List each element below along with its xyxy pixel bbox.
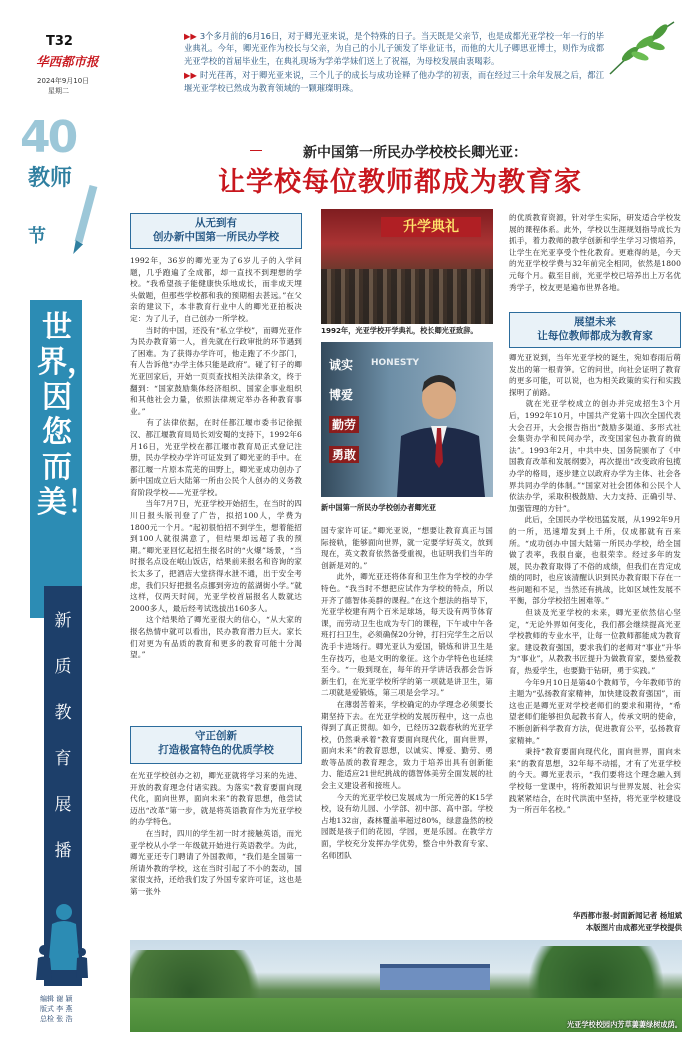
wall-word-honesty-en: HONESTY bbox=[371, 358, 420, 368]
column-1-text-continued: 在光亚学校创办之初，卿光亚就将学习来的先进、开放的教育理念付诸实践。为落实“教育要面向现代化，面向世界，面向未来”的教育思想，他尝试迈出“改革”第一步，就是将英语教育作为光亚学校的办学特色。 在当时，四川的学生初一时才接触英语，而光亚学校从小学一年级就开始进行英语教学。为此，卿光亚还专门聘请了外国教师，“我们是全国第一所请外教的学校，这在当时引起了不小的轰动，国家很支持，还给我们发了外国专家许可证，这也是第一张外 bbox=[130, 771, 302, 896]
crowd-area bbox=[321, 269, 493, 324]
publish-weekday: 星期二 bbox=[48, 87, 69, 95]
section-heading-3-line1: 展望未来 bbox=[574, 316, 616, 328]
editor-credits: 编辑 谢 颖 版式 李 燕 总检 张 浩 bbox=[40, 995, 73, 1023]
intro-paragraph-1: 3个多月前的6月16日，对于卿光亚来说，是个特殊的日子。当天既是父亲节，也是成都光亚学校一年一行的毕业典礼。今年，卿光亚作为校长与父亲，为自己的小儿子颁发了毕业证书，而他的大儿子卿思亚博士，则作为成都光亚学校的首届毕业生，在典礼现场为学弟学妹们送上了祝福，为母校发展由衷喝彩。 bbox=[184, 31, 604, 66]
wall-word-courage: 勇敢 bbox=[329, 446, 359, 463]
photo-1-caption: 1992年，光亚学校开学典礼，校长卿光亚致辞。 bbox=[321, 326, 478, 335]
paper-logo: 华西都市报 bbox=[36, 54, 99, 69]
section-heading-2 bbox=[130, 726, 302, 764]
intro-arrow-icon: ▶▶ bbox=[184, 70, 198, 81]
wall-word-fraternity: 博爱 bbox=[329, 388, 354, 402]
section-heading-3 bbox=[509, 312, 681, 348]
photo-2-caption: 新中国第一所民办学校创办者卿光亚 bbox=[321, 503, 437, 512]
headline-kicker: 新中国第一所民办学校校长卿光亚： bbox=[303, 145, 527, 161]
article-intro bbox=[184, 30, 604, 94]
byline-author: 华西都市报-封面新闻记者 杨旭斌 bbox=[572, 911, 682, 920]
column-3-text-continued: 卿光亚说到，当年光亚学校的诞生，宛如春雨后萌发出的第一根青笋。它的问世，向社会证明了教育的更多可能，可以说，也为相关政策的实行和实践探明了前路。 就在光亚学校成立的创办并完成招生3个月后，1992年10月，中国共产党第十四次全国代表大会召开，大会报告指出“鼓励多渠道、多形式社会集资办学和民间办学，改变国家包办教育的做法”。1993年2月，中共中央、国务院颁布了《中国教育改革和发展纲要》，再次提出“改变政府包揽办学的格局，逐步建立以政府办学为主体、社会各界共同办学的体制。”“国家对社会团体和公民个人依法办学，采取积极鼓励、大力支持、正确引导、加强管理的方针”。 此后，全国民办学校迅猛发展，从1992年9月的一所，迅速增发到上千所，仅成都就有百来所。“成功创办中国大陆第一所民办学校，给全国做了表率，我很自豪，也很荣幸。经过多年的发展，民办教育取得了不俗的成绩，但我们在肯定成绩的同时，也应该清醒认识到民办教育眼下存在一些问题和不足，当然还有挑战，比如区域性发展不平衡，部分学校招生困难等。” 但谈及光亚学校的未来，卿光亚依然信心坚定，“无论外界如何变化，我们都会继续提高光亚学校教师的专业水平，让每一位教师都能成为教育家。建设教育强国，要求我们的老师对“事业”升华为“事业”，从教教书匠提升为做教育家，要热爱教育，热爱学生，也要勤于钻研，勇于实践。” 今年9月10日是第40个教师节，今年教师节的主题为“弘扬教育家精神，加快建设教育强国”，而这也正是卿光亚对学校老师们的要求和期待，“希望老师们能够担负起教书育人，传承文明的使命，不断创新科学教育方法，促进教育公平，弘扬教育家精神。” 秉持“教育要面向现代化，面向世界，面向未来”的教育思想，32年每不动摇，才有了光亚学校的今天。卿光亚表示，“我们要将这个理念融入到学校每一堂课中，将所教知识与世界发展、社会实践紧紧结合，在时代洪流中坚持，将光亚学校建设为一所百年名校。” bbox=[509, 353, 681, 815]
left-sidebar bbox=[0, 0, 120, 1050]
photo-3-caption: 光亚学校校园内芳草萋萋绿树成荫。 bbox=[566, 1020, 682, 1029]
teachers-day-title: 教师 bbox=[28, 165, 73, 191]
section-heading-3-line2: 让每位教师都成为教育家 bbox=[537, 330, 653, 342]
opening-ceremony-photo bbox=[321, 209, 493, 324]
slogan-text: 世界，因您而美！ bbox=[37, 310, 97, 520]
column-name: 新质教育展播 bbox=[54, 611, 72, 861]
section-heading-2-line1: 守正创新 bbox=[195, 730, 237, 742]
section-heading-1-line1: 从无到有 bbox=[195, 217, 237, 229]
principal-figure bbox=[391, 366, 491, 497]
campus-photo bbox=[130, 940, 682, 1032]
section-heading-1-line2: 创办新中国第一所民办学校 bbox=[153, 231, 279, 243]
campus-building bbox=[380, 964, 490, 990]
intro-arrow-icon: ▶▶ bbox=[184, 31, 197, 41]
ceremony-banner: 升学典礼 bbox=[381, 217, 481, 237]
column-2-text: 国专家许可证。”卿光亚说，“想要让教育真正与国际接轨，能够面向世界，就一定要学好英文，放到现在，英文教育依然备受重视，也证明我们当年的创新是对的。” 此外，卿光亚还将体育和卫生作为学校的办学特色。“我当时不想把应试作为学校的特点，所以开齐了德智体美群的课程。”在这个想法的指导下，光亚学校建有两个百米足球场，每天设有两节体育课，而劳动卫生也成为专门的课程，下午或中午各班打扫卫生，必须确保20分钟，打扫完学生之后以洗手卡进场行。卿光亚认为爱国，锻炼和讲卫生是生存技巧，也是文明的象征。这个办学特色也延续至今。“一般到现在，每年的开学讲话我都会告诉新生们，在光亚学校所学的第一项就是讲卫生，第二项就是爱锻炼，第三项是会学习。” 在薄弱苦着来，学校确定的办学理念必须要长期坚持下去。在光亚学校的发展历程中，这一点也得到了真正贯彻。如今，已经历32载春秋的光亚学校，仍然秉承着“教育要面向现代化，面向世界，面向未来”的教育思想，以诚实、博爱、勤劳、勇敢等品质的教育理念，致力于培养出具有创新能力、能适应21世纪挑战的德智体美劳全面发展的社会主义建设者和接班人。 今天的光亚学校已发展成为一所完善的K15学校，设有幼儿园、小学部、初中部、高中部。学校占地132亩，森林覆盖率超过80%，绿意盎然的校园既是孩子们的花园，学园，更是乐园。在教学方面，学校充分发挥办学优势，整合中外教育专家、名师团队 bbox=[321, 526, 493, 860]
teachers-day-title-suffix: 节 bbox=[28, 226, 46, 247]
principal-portrait-photo bbox=[321, 342, 493, 497]
leaf-decoration-icon bbox=[600, 14, 680, 84]
anniversary-number: 40 bbox=[20, 112, 76, 163]
wall-word-diligence: 勤劳 bbox=[329, 416, 359, 433]
column-1-text: 1992年，36岁的卿光亚为了6岁儿子的入学问题，几乎跑遍了全成都，却一直找不到理想的学校。“我希望孩子能健康快乐地成长，而非成天埋头做题，但那些学校都和我的预期相去甚远。”在父亲的建议下，本非教育行业中人的卿光亚拍板决定：为了儿子，自己创办一所学校。 当时的中国，还没有“私立学校”，而卿光亚作为民办教育第一人，首先就在行政审批的环节遇到了困难。为了获得办学许可，他走跑了不少部门，有人告诉他“办学主体只能是政府”。碰了钉子的卿光亚回家后，开始一页页查找相关法律条文，终于翻到：“国家鼓励集体经济组织、国家企事业组织和其他社会力量，依照法律规定举办各种教育事业。” 有了法律依据，在时任都江堰市委书记徐振汉、都江堰教育局局长刘安蜀的支持下，1992年6月16日，光亚学校在都江堰市教育局正式登记注册，民办学校办学许可证发到了卿光亚的手中。在都江堰一片原本荒芜的田野上，卿光亚成功创办了新中国成立后大陆第一所由公民个人创办的义务教育阶段学校——光亚学校。 当年7月7日，光亚学校开始招生，在当时的四川日报头版刊登了广告，拟招100人，学费为1800元一个月。“起初很怕招不到学生，想着能招到100人就很满意了，但结果却远超了我的预期。”卿光亚回忆起招生报名时的“火爆”场景，“当时报名点设在岷山饭店，结果前来报名和咨询的家长太多了，把酒店大堂挤得水泄不通，出于安全考虑，我们只好把报名点挪到旁边的蓝湖街小学。”就这样，仅两天时间，光亚学校首届报名人数就达2000多人，最后经考试选拔出160多人。 这个结果给了卿光亚很大的信心，“从大家的报名热情中就可以看出，民办教育潜力巨大。家长们对更为有品质的教育和更多的教育可能十分渴望。” bbox=[130, 256, 302, 660]
section-heading-1 bbox=[130, 213, 302, 249]
column-3-text: 的优质教育资源，针对学生实际，研发适合学校发展的课程体系。此外，学校以生涯规划指导成长为抓手，着力教师的教学创新和学生学习习惯培养，让学生在光亚享受个性化教育。更难得的是，今天的光亚学校学费与32年前完全相同，依然是1800元每个月。截至目前，光亚学校已培养出上万名优秀学子，校友更是遍布世界各地。 bbox=[509, 213, 681, 292]
publish-date: 2024年9月10日 bbox=[37, 77, 90, 85]
teacher-silhouette-icon bbox=[30, 900, 94, 990]
page-number: T32 bbox=[46, 34, 73, 49]
headline-title: 让学校每位教师都成为教育家 bbox=[218, 167, 582, 198]
section-heading-2-line2: 打造极富特色的优质学校 bbox=[158, 744, 274, 756]
pencil-icon bbox=[62, 180, 112, 260]
wall-word-honesty-cn: 诚实 bbox=[329, 358, 354, 372]
byline-photo-credit: 本版图片由成都光亚学校提供 bbox=[585, 923, 682, 932]
intro-paragraph-2: 时光荏苒，对于卿光亚来说，三个儿子的成长与成功诠释了他办学的初衷，而在经过三十余年发展之后，都江堰光亚学校已然成为教育领域的一颗璀璨明珠。 bbox=[184, 70, 604, 93]
